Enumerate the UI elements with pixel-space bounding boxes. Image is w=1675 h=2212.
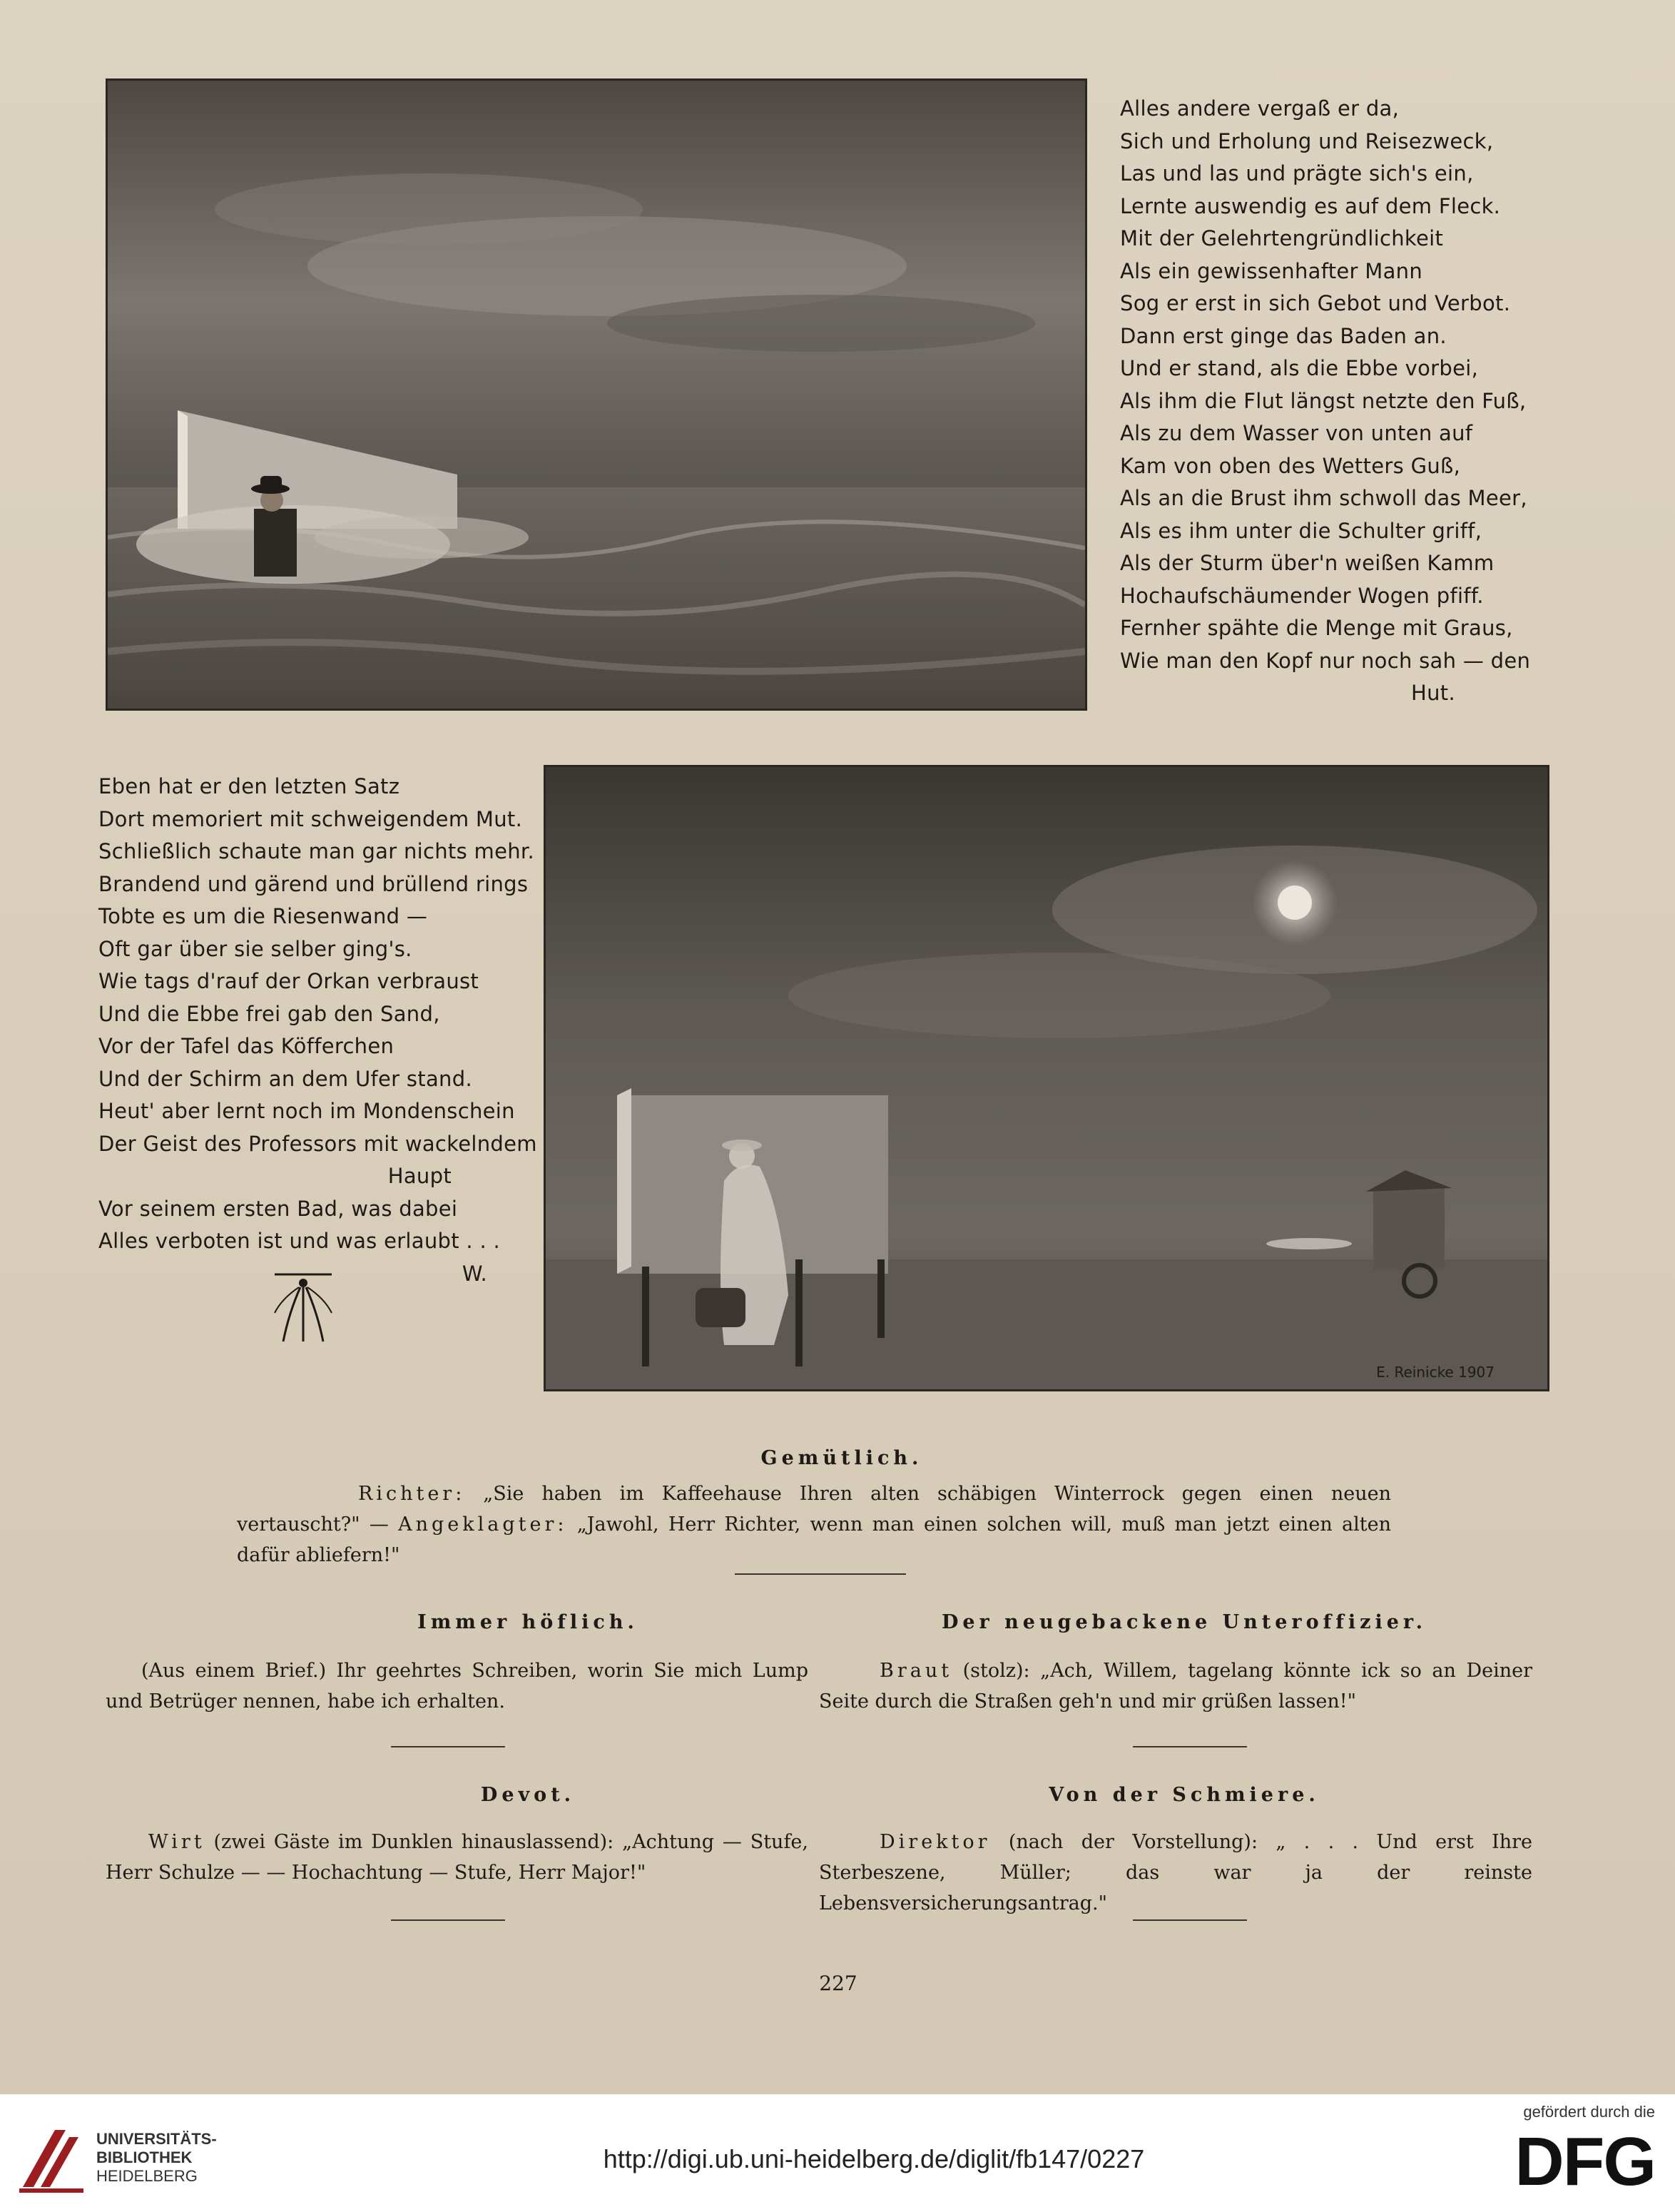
poem-line: Als ihm die Flut längst netzte den Fuß, xyxy=(1120,388,1527,413)
poem-line: Sog er erst in sich Gebot und Verbot. xyxy=(1120,291,1511,315)
poem-line: Brandend und gärend und brüllend rings xyxy=(98,871,529,896)
anecdote-text: (Aus einem Brief.) Ihr geehrtes Schreiben, worin Sie mich Lump und Betrüger nennen, habe ich erhalten. xyxy=(106,1660,808,1713)
illustration-signature: E. Reinicke 1907 xyxy=(1376,1364,1495,1381)
poem-line-haupt: Haupt xyxy=(387,1164,452,1188)
poem-line: Und er stand, als die Ebbe vorbei, xyxy=(1120,356,1479,380)
poem-line: Vor der Tafel das Köfferchen xyxy=(98,1034,394,1058)
poem-line: Als zu dem Wasser von unten auf xyxy=(1120,421,1473,445)
heading-immer-hoeflich: Immer höflich. xyxy=(417,1611,638,1633)
divider xyxy=(735,1573,906,1575)
poem-line: Sich und Erholung und Reisezweck, xyxy=(1120,128,1494,153)
speaker-richter: Richter: xyxy=(358,1483,466,1505)
poem-line: Als es ihm unter die Schulter griff, xyxy=(1120,518,1482,543)
speaker-wirt: Wirt xyxy=(148,1831,205,1853)
poem-line: Und der Schirm an dem Ufer stand. xyxy=(98,1066,472,1091)
poem-line: Kam von oben des Wetters Guß, xyxy=(1120,453,1461,478)
speaker-angeklagter: Angeklagter: xyxy=(398,1513,568,1536)
illustration-storm-sea xyxy=(106,78,1087,711)
anecdote-gemuetlich xyxy=(237,1478,1391,1571)
viewer-footer xyxy=(0,2094,1675,2212)
poem-line: Lernte auswendig es auf dem Fleck. xyxy=(1120,193,1501,218)
poem-line: Hochaufschäumender Wogen pfiff. xyxy=(1120,583,1484,608)
anecdote-text: (nach der Vorstellung): „ . . . Und erst Ihre Sterbeszene, Müller; das war ja der reinste Lebensversicherungsantrag." xyxy=(819,1831,1532,1914)
poem-line: Als der Sturm über'n weißen Kamm xyxy=(1120,551,1495,575)
heading-devot: Devot. xyxy=(480,1784,576,1806)
poem-line: Mit der Gelehrtengründlichkeit xyxy=(1120,226,1444,250)
poem-signature: W. xyxy=(462,1261,487,1286)
heading-gemuetlich: Gemütlich. xyxy=(760,1447,923,1469)
ornament-icon xyxy=(268,1270,339,1349)
poem-line: Als ein gewissenhafter Mann xyxy=(1120,258,1423,283)
poem-line: Alles verboten ist und was erlaubt . . . xyxy=(98,1229,501,1253)
poem-line: Las und las und prägte sich's ein, xyxy=(1120,161,1474,186)
anecdote-text: (zwei Gäste im Dunklen hinauslassend): „Achtung — Stufe, Herr Schulze — — Hochachtung — Stufe, Herr Major!" xyxy=(106,1831,808,1884)
poem-line: Heut' aber lernt noch im Mondenschein xyxy=(98,1099,515,1123)
divider xyxy=(1133,1919,1247,1921)
anecdote-schmiere xyxy=(819,1827,1532,1919)
poem-line: Der Geist des Professors mit wackelndem xyxy=(98,1131,537,1156)
poem-line: Tobte es um die Riesenwand — xyxy=(98,904,428,928)
uni-line-3: HEIDELBERG xyxy=(96,2167,198,2185)
poem-line: Alles andere vergaß er da, xyxy=(1120,96,1400,121)
anecdote-text: „Jawohl, Herr Richter, wenn man einen solchen will, muß man jetzt einen alten dafür abliefern!" xyxy=(237,1513,1391,1566)
poem-line: Wie man den Kopf nur noch sah — den xyxy=(1120,648,1531,673)
poem-line: Schließlich schaute man gar nichts mehr. xyxy=(98,839,534,863)
poem-line: Und die Ebbe frei gab den Sand, xyxy=(98,1001,440,1026)
heading-schmiere: Von der Schmiere. xyxy=(1049,1784,1320,1806)
anecdote-hoeflich xyxy=(106,1655,808,1717)
funding-note: gefördert durch die xyxy=(1523,2103,1655,2121)
university-logo-icon xyxy=(16,2119,87,2198)
poem-bottom xyxy=(98,771,537,1290)
poem-line: Eben hat er den letzten Satz xyxy=(98,774,400,798)
divider xyxy=(391,1919,505,1921)
uni-line-2: BIBLIOTHEK xyxy=(96,2148,193,2166)
poem-line: Dort memoriert mit schweigendem Mut. xyxy=(98,806,523,831)
poem-top xyxy=(1120,93,1541,710)
permalink-url[interactable]: http://digi.ub.uni-heidelberg.de/diglit/fb147/0227 xyxy=(603,2144,1145,2173)
anecdote-unteroffizier xyxy=(819,1655,1532,1717)
illustration-moonlit-beach xyxy=(544,765,1549,1391)
speaker-braut: Braut xyxy=(880,1660,953,1682)
speaker-direktor: Direktor xyxy=(880,1831,991,1853)
poem-line: Oft gar über sie selber ging's. xyxy=(98,936,412,961)
poem-line-tail: Hut. xyxy=(1411,681,1455,705)
divider xyxy=(1133,1746,1247,1747)
heading-unteroffizier: Der neugebackene Unteroffizier. xyxy=(941,1611,1427,1633)
university-name xyxy=(96,2130,217,2186)
uni-line-1: UNIVERSITÄTS- xyxy=(96,2130,217,2148)
poem-line: Vor seinem ersten Bad, was dabei xyxy=(98,1196,458,1221)
poem-line: Als an die Brust ihm schwoll das Meer, xyxy=(1120,486,1527,510)
poem-line: Fernher spähte die Menge mit Graus, xyxy=(1120,616,1513,640)
divider xyxy=(391,1746,505,1747)
poem-line: Wie tags d'rauf der Orkan verbraust xyxy=(98,969,479,993)
anecdote-text: (stolz): „Ach, Willem, tagelang könnte ick so an Deiner Seite durch die Straßen geh'n und mir grüßen lassen!" xyxy=(819,1660,1532,1713)
page-number: 227 xyxy=(819,1972,857,1995)
poem-line: Dann erst ginge das Baden an. xyxy=(1120,323,1447,348)
anecdote-devot xyxy=(106,1827,808,1888)
dfg-logo: DFG xyxy=(1514,2124,1655,2200)
anecdote-text: „Sie haben im Kaffeehause Ihren alten schäbigen Winterrock gegen einen neuen vertauscht?" — xyxy=(237,1483,1391,1536)
